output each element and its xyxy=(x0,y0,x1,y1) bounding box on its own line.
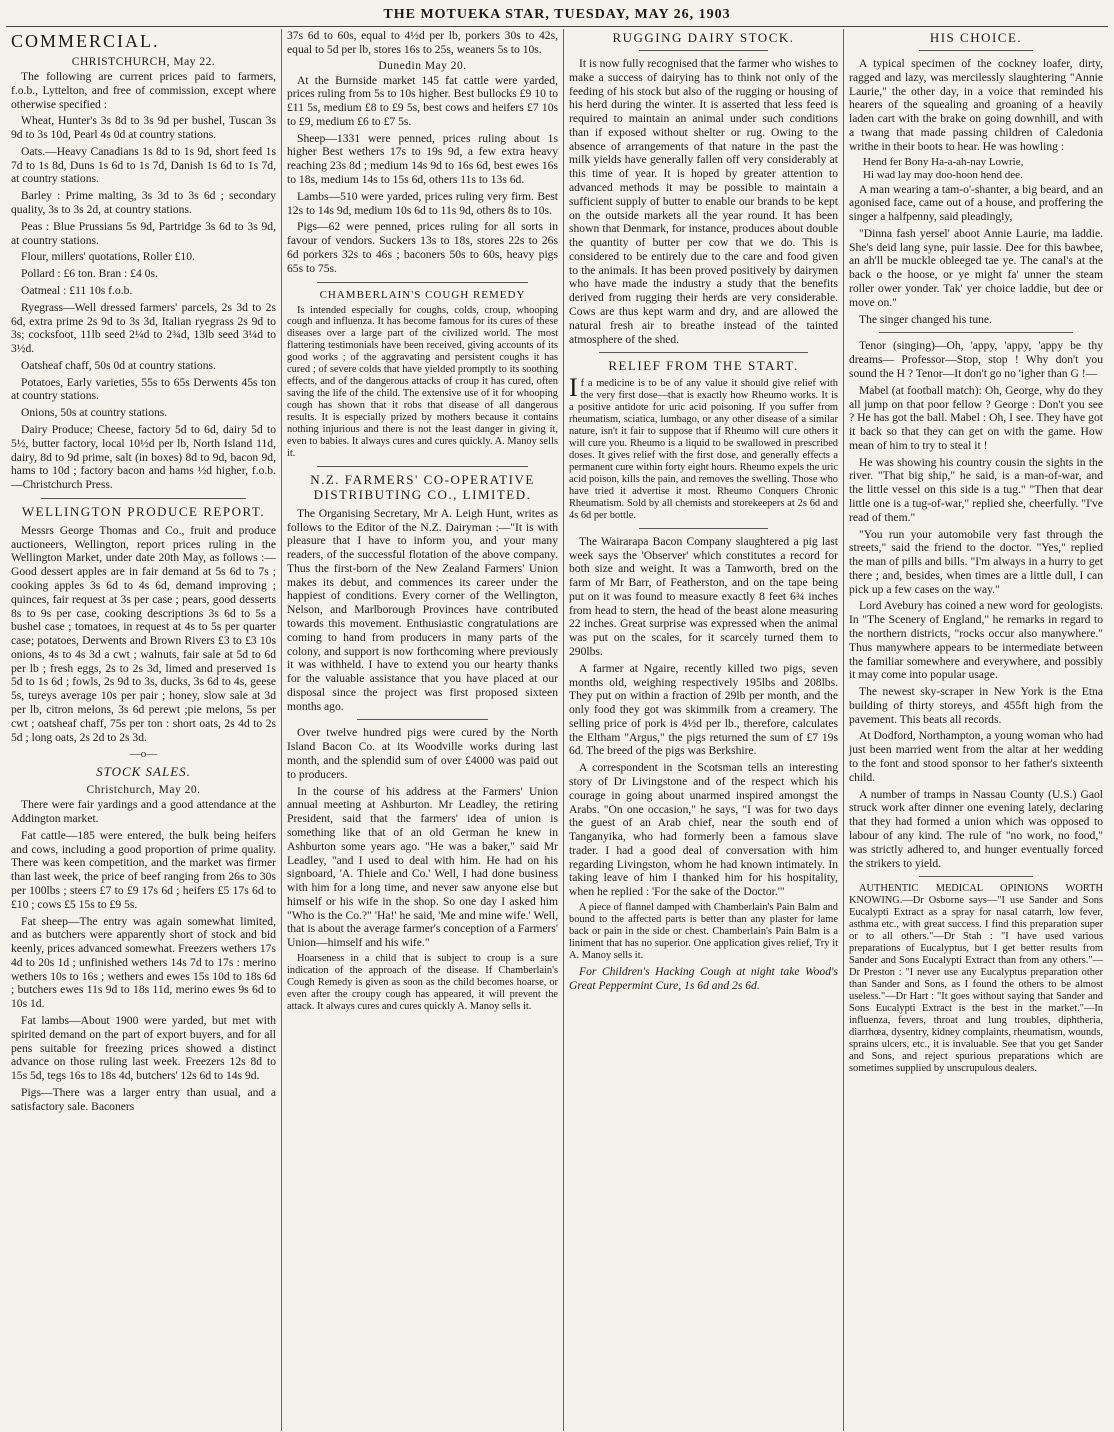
article-paragraph: The Organising Secretary, Mr A. Leigh Hunt, writes as follows to the Editor of the N.Z. Dairyman :—"It is with pleasure that I have to inform you, and your many readers, of the successful flotation of the above company. Thus the first-born of the New Zealand Farmers' Union makes its debut, and commences its career under the happiest of conditions. Every corner of the Wellington, Nelson, and Marlborough Provinces have contributed towards this movement. Enthusiastic congratulations are coming to hand from producers in many parts of the colony, and support is now forthcoming where previously it was withheld. I have to extend you our hearty thanks for the valuable assistance that you have placed at our disposal since the project was first proposed sixteen months ago. xyxy=(287,506,558,713)
column-4 xyxy=(844,29,1108,1431)
masthead: THE MOTUEKA STAR, TUESDAY, MAY 26, 1903 xyxy=(6,4,1108,27)
article-paragraph: Lambs—510 were yarded, prices ruling very firm. Best 12s to 14s 9d, medium 10s 6d to 11s 9d, others 8s to 10s. xyxy=(287,189,558,217)
article-paragraph: Flour, millers' quotations, Roller £10. xyxy=(21,250,195,264)
article-paragraph: Oatmeal : £11 10s f.o.b. xyxy=(21,283,133,297)
article-paragraph: Potatoes, Early varieties, 55s to 65s Derwents 45s ton at country stations. xyxy=(11,375,276,403)
advert-paragraph: Is intended especially for coughs, colds, croup, whooping cough and influenza. It has become famous for its cures of these diseases over a large part of the civilized world. The most flattering testimonials have been received, giving accounts of its good works ; of the aggravating and persistent coughs it has cured ; of severe colds that have yielded promptly to its soothing effects, and of the dangerous attacks of croup it has cured, often saving the life of the child. The extensive use of it for whooping cough has shown that it robs that disease of all dangerous results. It is especially prized by mothers because it contains nothing injurious and there is not the least danger in giving it, even to babies. It always cures and cures quickly. A. Manoy sells it. xyxy=(287,304,558,459)
article-paragraph: The Wairarapa Bacon Company slaughtered a pig last week says the 'Observer' which constitutes a record for both size and weight. It was a Tamworth, bred on the farm of Mr Barr, of Featherston, and on the tape being put on it was found to measure exactly 8 feet 6¾ inches from head to stern, the head of the beast alone measuring 22 inches. Great surprise was expressed when the animal was put on the scales, for it scarcely turned them to 290lbs. xyxy=(569,534,838,658)
article-paragraph: A man wearing a tam-o'-shanter, a big beard, and an agonised face, came out of a house, and proffering the singer a halfpenny, said pleadingly, xyxy=(849,182,1103,224)
article-paragraph: In the course of his address at the Farmers' Union annual meeting at Ashburton. Mr Leadley, the retiring President, said that the farmers' idea of union is something like that of an old German he knew in Ashburton some years ago. "He was a baker," said Mr Leadley, "and I used to deal with him. He had on his signboard, 'A. Thiele and Co.' Well, I had done business with him for a long time, and never saw anyone else but himself or his wife in the shop. So one day I asked him "Who is the Co.?" 'Ha!' he said, 'Me and mine wife.' Well, that is about the average farmer's conception of a Farmers' Union—himself and his wife." xyxy=(287,784,558,950)
article-paragraph: Oats.—Heavy Canadians 1s 8d to 1s 9d, short feed 1s 7d to 1s 8d, Duns 1s 6d to 1s 7d, Danish 1s 6d to 1s 7d, at country stations. xyxy=(11,144,276,186)
stock-sales-heading: STOCK SALES. xyxy=(96,764,191,780)
nz-farmers-heading: N.Z. FARMERS' CO-OPERATIVE DISTRIBUTING CO., LIMITED. xyxy=(310,471,535,502)
article-paragraph: Fat cattle—185 were entered, the bulk being heifers and cows, including a good proportion of prime quality. There was keen competition, and the market was firmer than last week, the price of beef ranging from 26s to 30s per 100lbs ; steers £7 to £9 17s 6d ; heifers £5 17s 6d to £10 ; cows £5 15s to £9 5s. xyxy=(11,828,276,911)
article-paragraph: A number of tramps in Nassau County (U.S.) Gaol struck work after dinner one evening lately, declaring that they had formed a union which was opposed to labour of any kind. The rule of "no work, no food," was strictly adhered to, and hunger eventually forced the strikers to yield. xyxy=(849,787,1103,870)
article-paragraph: Messrs George Thomas and Co., fruit and produce auctioneers, Wellington, report prices ruling in the Wellington Market, under date 20th May, as follows :—Good dessert apples are in fair demand at 5s 6d to 7s ; cooking apples 3s 6d to 4s 6d, demand improving ; quinces, fair request at 3s per case ; pears, good desserts 8s to 9s per case, cooking descriptions 3s 6d to 5s a bushel case ; tomatoes, in request at 4s to 5s per quarter case; potatoes, Derwents and Brown Rivers £3 to £3 10s onions, 4s to 4s 3d a cwt ; walnuts, fair sale at 5d to 6d per lb ; fresh eggs, 2s to 2s 3d, limed and preserved 1s 5d to 1s 6d ; fowls, 2s 9d to 3s, ducks, 3s 6d to 4s, geese 5s, tureys average 10s per pair ; honey, slow sale at 3d per lb, citron melons, 3s 6d perewt ;pie melons, 5s per cwt ; oatsheaf chaff, 75s per ton : short oats, 2s 4d to 2s 5d ; long oats, 2s 2d to 2s 3d. xyxy=(11,523,276,744)
advert-paragraph: A piece of flannel damped with Chamberlain's Pain Balm and bound to the affected parts is better than any plaster for lame back or pain in the side or chest. Chamberlain's Pain Balm is a liniment that has no superior. One application gives relief, Try it A. Manoy sells it. xyxy=(569,902,838,961)
stock-dateline: Christchurch, May 20. xyxy=(86,784,201,797)
article-paragraph: The singer changed his tune. xyxy=(859,312,992,326)
section-divider xyxy=(599,352,808,353)
advert-paragraph: AUTHENTIC MEDICAL OPINIONS WORTH KNOWING.—Dr Osborne says—"I use Sander and Sons Eucalypti Extract as a spray for nasal catarrh, low fever, asthma etc., with great success. I find this preparation super or to all others."—Dr Stah : "I have used various preparations of Eucalyptus, but I get better results from Sander and Sons Eucalypti Extract than from any others."—Dr Preston : "I never use any Eucalyptus preparation other than Sander and Sons, as I found the others to be almost useless."—Dr Hart : "It goes without saying that Sander and Sons Eucalypti Extract is the best in the market."—In influenza, fevers, throat and lung troubles, diphtheria, diarrhœa, dysentry, kidney complaints, rheumatism, wounds, sprains ulcers, etc., it is invaluable. See that you get Sander and Sons, and reject spurious preparations which are sometimes supplied by unscrupulous dealers. xyxy=(849,883,1103,1074)
commercial-dateline: CHRISTCHURCH, May 22. xyxy=(71,56,216,68)
article-paragraph: "Dinna fash yersel' aboot Annie Laurie, ma laddie. She's deid lang syne, puir lassie. Dee for this bawbee, an ah'll be muckle obleeged tae ye. The canal's at the back o the hoose, or ye might fa' unner the steam roller ower yonder. Tak' yer choice laddie, but dee or move on." xyxy=(849,226,1103,309)
verse-line: Hend fer Bony Ha-a-ah-nay Lowrie, xyxy=(863,156,1024,169)
column-2 xyxy=(282,29,564,1431)
section-divider xyxy=(357,719,488,720)
article-paragraph: A typical specimen of the cockney loafer, dirty, ragged and lazy, was mercilessly slaughtering "Annie Laurie," the other day, in a voice that reminded his hearers of the squealing and groaning of a heavily laden cart with the brake on going downhill, and with a twang that made passing children of Caledonia writhe in their boots to hear. He was howling : xyxy=(849,56,1103,153)
article-paragraph: Sheep—1331 were penned, prices ruling about 1s higher Best wethers 17s to 19s 9d, a few extra heavy reaching 23s 8d ; medium 14s 9d to 16s 6d, best ewes 16s to 18s, medium 14s to 15s 6d, others 11s to 13s 6d. xyxy=(287,131,558,187)
verse-line: Hi wad lay may doo-hoon hend dee. xyxy=(863,169,1023,182)
section-divider xyxy=(919,876,1033,877)
article-paragraph: Over twelve hundred pigs were cured by the North Island Bacon Co. at its Woodville works during last month, and the splendid sum of over £4000 was paid out to producers. xyxy=(287,726,558,781)
section-divider xyxy=(317,466,528,467)
article-paragraph: Barley : Prime malting, 3s 3d to 3s 6d ; secondary quality, 3s to 3s 2d, at country stations. xyxy=(11,189,276,217)
article-paragraph: He was showing his country cousin the sights in the river. "That big ship," he said, is a man-of-war, and the little vessel on this side is a tug." "Then that dear little one is a tug-of-war," replied she, cheerfully. "I've read of them." xyxy=(849,455,1103,524)
advert-paragraph: For Children's Hacking Cough at night take Wood's Great Peppermint Cure, 1s 6d and 2s 6d. xyxy=(569,964,838,992)
cough-remedy-heading: CHAMBERLAIN'S COUGH REMEDY xyxy=(319,288,526,301)
advert-paragraph: If a medicine is to be of any value it should give relief with the very first dose—that is exactly how Rheumo works. It is a positive antidote for uric acid poisoning. If you suffer from rheumatism, sciatica, lumbago, or any other disease of a similar nature, isn't it fair to suppose that if Rheumo will cure others it will cure you. Rheumo is a liquid to be swallowed in prescribed doses. It gives relief with the first dose, and generally effects a permanent cure within forty eight hours. Rheumo expels the uric acid poison, kills the pain, and removes the swelling. Those who have tried it advertise it most. Rheumo Conquers Chronic Rheumatism. Sold by all chemists and storekeepers at 2s 6d and 4s 6d per bottle. xyxy=(569,373,838,521)
article-paragraph: Peas : Blue Prussians 5s 9d, Partridge 3s 6d to 3s 9d, at country stations. xyxy=(11,219,276,247)
relief-heading: RELIEF FROM THE START. xyxy=(608,358,799,374)
column-1 xyxy=(6,29,282,1431)
article-paragraph: At the Burnside market 145 fat cattle were yarded, prices ruling from 5s to 10s higher. Best bullocks £9 10 to £11 5s, medium £8 to £9 5s, best cows and heifers £7 10s to £9, medium £6 to £7 5s. xyxy=(287,73,558,128)
article-paragraph: The following are current prices paid to farmers, f.o.b., Lyttelton, and free of commission, except where otherwise specified : xyxy=(11,70,276,111)
section-divider xyxy=(41,498,246,499)
ornament: —o— xyxy=(129,748,158,761)
article-paragraph: Pollard : £6 ton. Bran : £4 0s. xyxy=(21,267,158,281)
article-paragraph: It is now fully recognised that the farmer who wishes to make a success of dairying has to think not only of the feeding of his stock but also of the rugging or housing of his herd during the winter. It is asserted that less feed is required to maintain an animal under such conditions than if exposed without shelter or rug. Owing to the absence of arrangements of that nature in the past the milk yields have generally fallen off very considerably at this time of year. It is hoped by greater attention to advanced methods it may be possible to maintain a sufficient supply of butter to enable our brands to be kept on the outside markets all the year round. It has been shown that Denmark, for instance, produces about double the quantity of butter per cow that we do. This is considered to be entirely due to the care and food given to the animals. It has been proved positively by dairymen who have made the industry a study that the benefits derived from rugging their herds are very considerable. Cows are thus kept warm and dry, and are allowed the natural fresh air to breathe instead of the tainted atmosphere of the shed. xyxy=(569,56,838,346)
article-paragraph: Tenor (singing)—Oh, 'appy, 'appy, 'appy be thy dreams— Professor—Stop, stop ! Why don't you sound the H ? Tenor—It don't go no 'igher than G !— xyxy=(849,339,1103,380)
article-paragraph: Mabel (at football match): Oh, George, why do they all jump on that poor fellow ? George : Don't you see ? He has got the ball. Mabel : Oh, I see. They have got it back so that they can get on with the game. How mean of him to try to steal it ! xyxy=(849,383,1103,452)
article-paragraph: There were fair yardings and a good attendance at the Addington market. xyxy=(11,798,276,826)
article-paragraph: At Dodford, Northampton, a young woman who had just been married went from the altar at her wedding to the font and stood sponsor to her father's sixteenth child. xyxy=(849,729,1103,784)
article-paragraph: Oatsheaf chaff, 50s 0d at country stations. xyxy=(21,358,216,372)
article-paragraph: Pigs—There was a larger entry than usual, and a satisfactory sale. Baconers xyxy=(11,1085,276,1113)
article-paragraph: Fat lambs—About 1900 were yarded, but met with spirited demand on the part of export buyers, and for all pens suitable for freezing prices showed a distinct advance on those ruling last week. Freezers 12s 8d to 15s 5d, tegs 16s to 18s 4d, butchers' 12s 6d to 14s 9d. xyxy=(11,1014,276,1083)
commercial-heading: COMMERCIAL. xyxy=(11,31,160,51)
article-paragraph: Pigs—62 were penned, prices ruling for all sorts in favour of vendors. Suckers 13s to 18s, stores 22s to 26s 6d porkers 32s to 46s ; baconers 50s to 60s, heavy pigs 65s to 75s. xyxy=(287,220,558,275)
wellington-heading: WELLINGTON PRODUCE REPORT. xyxy=(21,503,266,519)
article-paragraph: Wheat, Hunter's 3s 8d to 3s 9d per bushel, Tuscan 3s 9d to 3s 10d, Pearl 4s 0d at country stations. xyxy=(11,114,276,142)
article-paragraph: Onions, 50s at country stations. xyxy=(21,406,168,420)
article-paragraph: 37s 6d to 60s, equal to 4½d per lb, porkers 30s to 42s, equal to 5d per lb, stores 16s to 25s, weaners 5s to 10s. xyxy=(287,29,558,56)
advert-paragraph: Hoarseness in a child that is subject to croup is a sure indication of the approach of the disease. If Chamberlain's Cough Remedy is given as soon as the child becomes hoarse, or even after the croupy cough has appeared, it will prevent the attack. It always cures and cures quickly A. Manoy sells it. xyxy=(287,952,558,1012)
article-paragraph: The newest sky-scraper in New York is the Etna building of thirty storeys, and 455ft high from the pavement. This beats all records. xyxy=(849,685,1103,726)
column-3 xyxy=(564,29,844,1431)
section-divider xyxy=(879,332,1073,333)
article-paragraph: Ryegrass—Well dressed farmers' parcels, 2s 3d to 2s 6d, extra prime 2s 9d to 3s 3d, Italian ryegrass 2s 9d to 3s; cocksfoot, 11lb seed 2¼d to 2¾d, 13lb seed 3¼d to 3½d. xyxy=(11,300,276,356)
article-paragraph: A farmer at Ngaire, recently killed two pigs, seven months old, weighing respectively 195lbs and 208lbs. They put on within a fraction of 29lb per month, and the only food they got was skimmilk from a creamery. The selling price of pork is 4½d per lb., therefore, calculates the Eltham "Argus," the pigs returned the sum of £7 19s 6d. The breed of the pigs was Berkshire. xyxy=(569,661,838,758)
section-divider xyxy=(919,50,1033,51)
article-paragraph: "You run your automobile very fast through the streets," said the friend to the doctor. "Yes," replied the man of pills and bills. "I'm always in a hurry to get there ; and, besides, when times are a little dull, I can pick up a few cases on the way." xyxy=(849,527,1103,596)
article-paragraph: Dairy Produce; Cheese, factory 5d to 6d, dairy 5d to 5½, butter factory, local 10½d per lb, North Island 11d, dairy, 8d to 9d prime, salt (in boxes) 8d to 9d, bacon 9d, hams to 10d ; factory bacon and hams ½d higher, f.o.b.—Christchurch Press. xyxy=(11,422,276,492)
section-divider xyxy=(317,282,528,283)
rugging-heading: RUGGING DAIRY STOCK. xyxy=(612,30,795,45)
article-paragraph: A correspondent in the Scotsman tells an interesting story of Dr Livingstone and of the respect which his courage in going about unarmed inspired amongst the Arabs. "On one occasion," he says, "I was for two days the guest of an Arab chief, near the south end of Tanganyika, who had formerly been a famous slave trader. I had a good deal of conversation with him regarding Livingston, whom he had known intimately. In taking leave of him I thanked him for his hospitality, when he replied : 'For the sake of the Doctor.'" xyxy=(569,761,838,899)
article-paragraph: Fat sheep—The entry was again somewhat limited, and as butchers were apparently short of stock and bid keenly, prices advanced somewhat. Freezers wethers 17s 4d to 20s 1d ; unfinished wethers 14s 7d to 17s : merino wethers 10s to 16s ; wethers and ewes 15s 10d to 18s 6d ; butchers ewes 11s 9d to 18s 11d, merino ewes 9s 6d to 10s 1d. xyxy=(11,914,276,1011)
section-divider xyxy=(639,50,768,51)
section-divider xyxy=(639,528,768,529)
his-choice-heading: HIS CHOICE. xyxy=(929,30,1023,45)
dunedin-dateline: Dunedin May 20. xyxy=(378,59,467,72)
article-paragraph: Lord Avebury has coined a new word for geologists. In "The Scenery of England," he remarks in regard to the northern districts, "rocks occur also manywhere." Thus manywhere appears to be intermediate between the familiar somewhere and everywhere, and possibly it may come into popular usage. xyxy=(849,599,1103,682)
columns xyxy=(6,29,1108,1431)
